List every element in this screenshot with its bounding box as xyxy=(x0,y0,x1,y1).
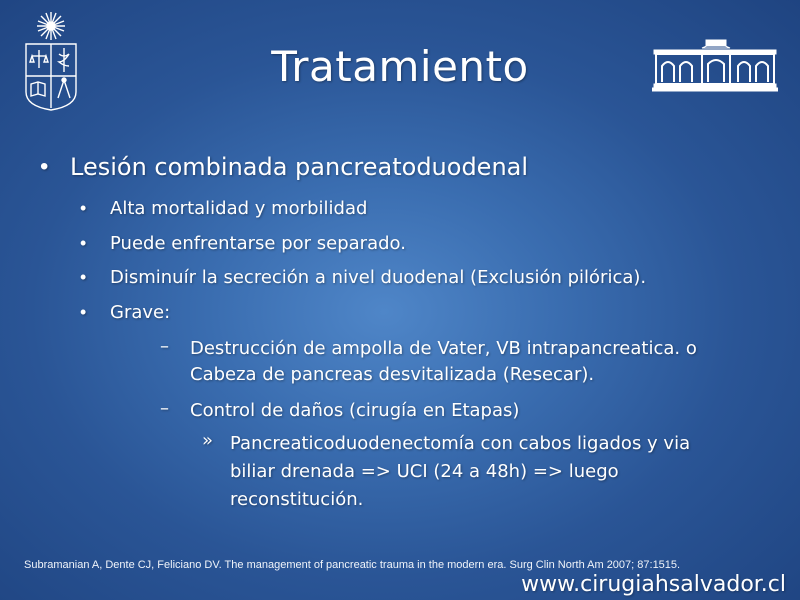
dash-marker: – xyxy=(160,398,169,419)
sub-point-text: Disminuír la secreción a nivel duodenal (Exclusión pilórica). xyxy=(110,267,647,288)
website-url: www.cirugiahsalvador.cl xyxy=(521,572,786,597)
bullet-marker: • xyxy=(40,153,49,180)
grave-point-text: Destrucción de ampolla de Vater, VB intrapancreatica. o Cabeza de pancreas desvitalizada (Resecar). xyxy=(190,338,697,385)
slide-title: Tratamiento xyxy=(271,42,529,91)
grave-point-text: Control de daños (cirugía en Etapas) xyxy=(190,400,520,421)
chevron-marker: » xyxy=(202,430,214,451)
dash-marker: – xyxy=(160,336,169,357)
sub-point-text: Grave: xyxy=(110,302,171,323)
bullet-marker: • xyxy=(80,302,87,322)
bullet-marker: • xyxy=(80,233,87,253)
bullet-marker: • xyxy=(80,198,87,218)
bullet-marker: • xyxy=(80,267,87,287)
damage-control-text: Pancreaticoduodenectomía con cabos ligados y via biliar drenada => UCI (24 a 48h) => luego reconstitución. xyxy=(230,433,691,510)
main-point-text: Lesión combinada pancreatoduodenal xyxy=(70,153,529,181)
sub-point-text: Puede enfrentarse por separado. xyxy=(110,233,406,254)
citation-text: Subramanian A, Dente CJ, Feliciano DV. The management of pancreatic trauma in the modern era. Surg Clin North Am 2007; 87:1515. xyxy=(24,559,681,571)
sub-point-text: Alta mortalidad y morbilidad xyxy=(110,198,368,219)
